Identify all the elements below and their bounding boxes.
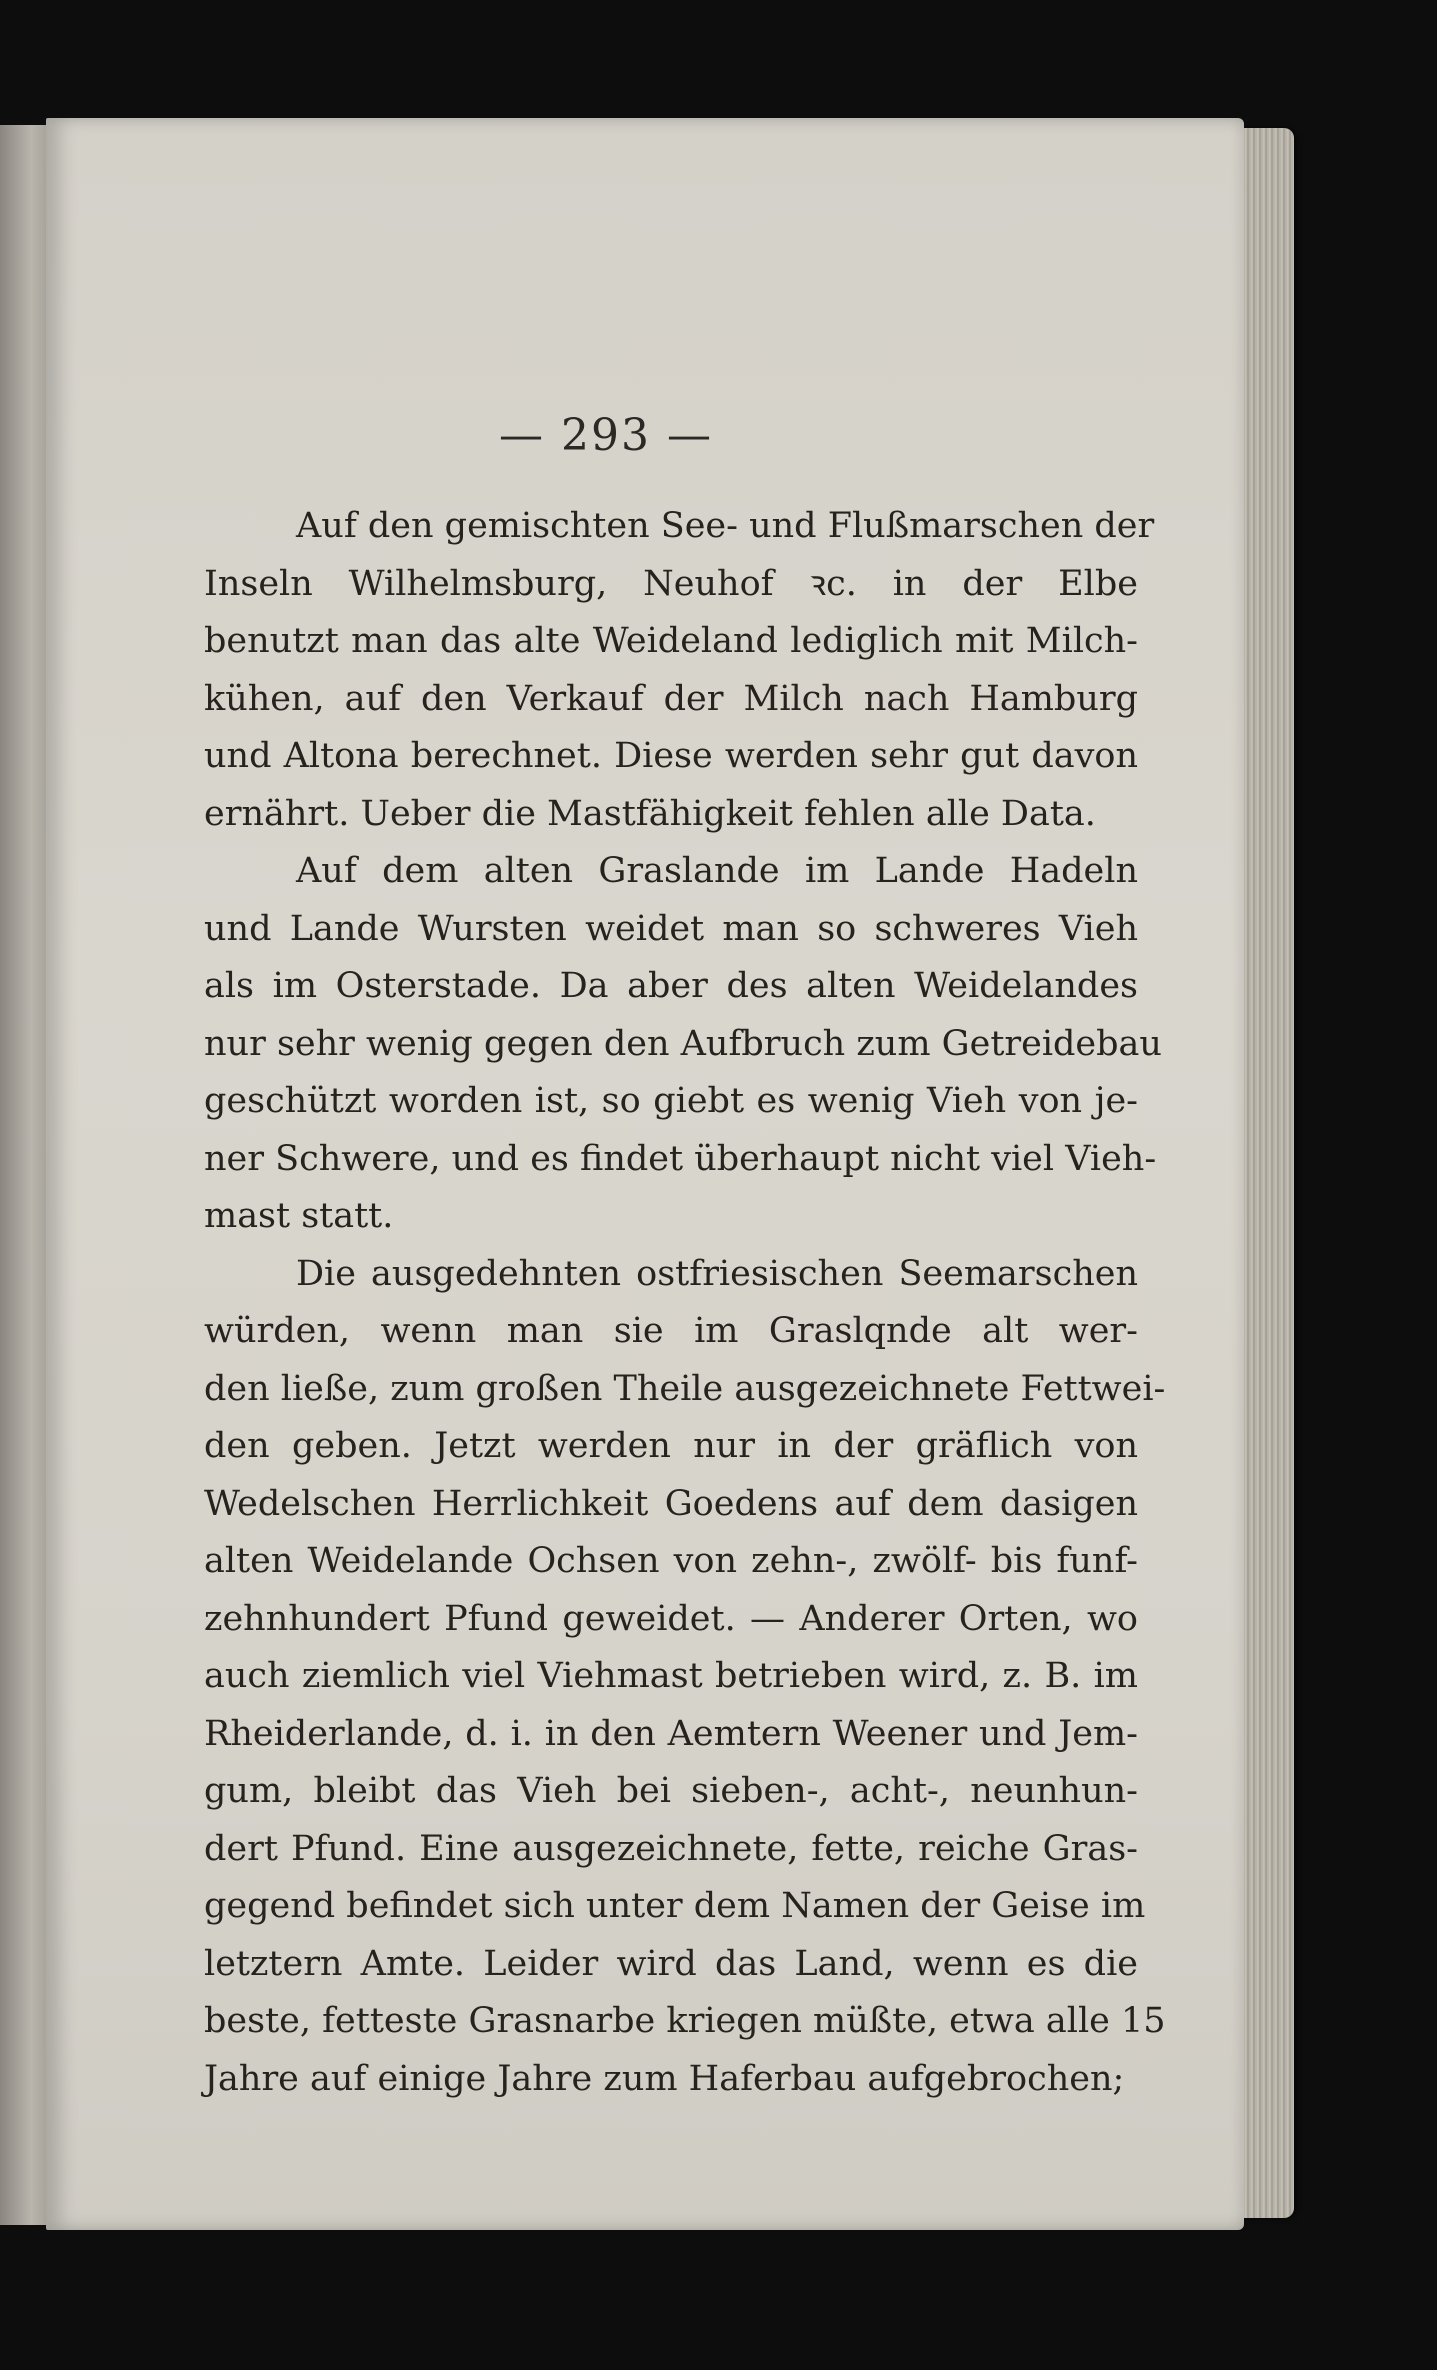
text-line: gum, bleibt das Vieh bei sieben-, acht-, neunhun- bbox=[204, 1771, 1138, 1811]
page-number: — 293 — bbox=[499, 410, 713, 461]
text-line: letztern Amte. Leider wird das Land, wenn es die bbox=[204, 1943, 1138, 1984]
text-line: Rheiderlande, d. i. in den Aemtern Weener und Jem- bbox=[204, 1713, 1138, 1754]
text-line: gegend befindet sich unter dem Namen der Geise im bbox=[204, 1886, 1146, 1926]
text-line: und Altona berechnet. Diese werden sehr gut davon bbox=[204, 736, 1138, 776]
text-line: Die ausgedehnten ostfriesischen Seemarschen bbox=[296, 1253, 1138, 1294]
body-text bbox=[204, 498, 1166, 2108]
text-line: ner Schwere, und es findet überhaupt nicht viel Vieh- bbox=[204, 1138, 1157, 1179]
text-line: dert Pfund. Eine ausgezeichnete, fette, reiche Gras- bbox=[204, 1828, 1138, 1869]
text-line: kühen, auf den Verkauf der Milch nach Hamburg bbox=[204, 678, 1138, 719]
text-line: als im Osterstade. Da aber des alten Weidelandes bbox=[204, 966, 1138, 1006]
text-line: benutzt man das alte Weideland lediglich mit Milch- bbox=[204, 621, 1138, 661]
text-line: und Lande Wursten weidet man so schweres Vieh bbox=[204, 908, 1138, 949]
text-line: alten Weidelande Ochsen von zehn-, zwölf- bis funf- bbox=[204, 1541, 1138, 1581]
text-line: den ließe, zum großen Theile ausgezeichnete Fettwei- bbox=[204, 1368, 1166, 1409]
text-line: geschützt worden ist, so giebt es wenig Vieh von je- bbox=[204, 1081, 1138, 1121]
text-line: mast statt. bbox=[204, 1196, 394, 1236]
text-line: ernährt. Ueber die Mastfähigkeit fehlen alle Data. bbox=[204, 793, 1096, 834]
text-line: nur sehr wenig gegen den Aufbruch zum Getreidebau bbox=[204, 1023, 1162, 1064]
text-line: beste, fetteste Grasnarbe kriegen müßte, etwa alle 15 bbox=[204, 2001, 1166, 2041]
text-line: Inseln Wilhelmsburg, Neuhof ꝛc. in der Elbe bbox=[204, 563, 1138, 604]
text-line: den geben. Jetzt werden nur in der gräflich von bbox=[204, 1426, 1138, 1466]
book-page bbox=[46, 118, 1244, 2230]
text-line: zehnhundert Pfund geweidet. — Anderer Orten, wo bbox=[204, 1598, 1138, 1639]
text-line: Jahre auf einige Jahre zum Haferbau aufgebrochen; bbox=[204, 2058, 1125, 2099]
text-line: Auf dem alten Graslande im Lande Hadeln bbox=[296, 851, 1138, 891]
text-line: auch ziemlich viel Viehmast betrieben wird, z. B. im bbox=[204, 1656, 1138, 1696]
text-line: Auf den gemischten See- und Flußmarschen der bbox=[296, 506, 1155, 546]
text-line: Wedelschen Herrlichkeit Goedens auf dem dasigen bbox=[204, 1483, 1138, 1524]
left-page-edge bbox=[0, 125, 52, 2225]
text-line: würden, wenn man sie im Graslqnde alt wer- bbox=[204, 1311, 1138, 1351]
